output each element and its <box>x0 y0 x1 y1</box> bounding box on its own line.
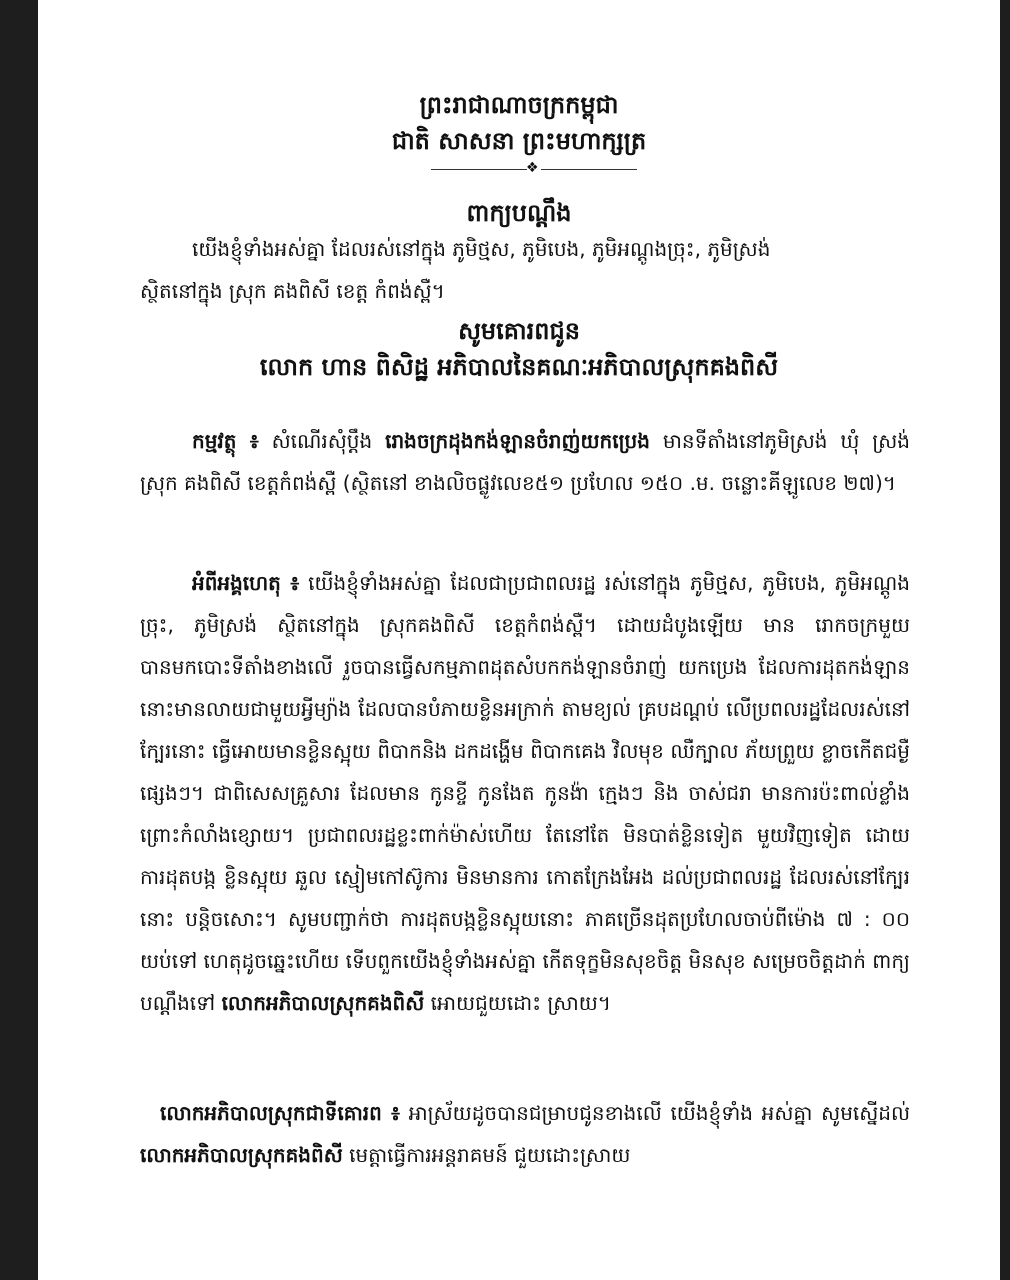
motto-heading: ជាតិ សាសនា ព្រះមហាក្សត្រ <box>391 127 647 155</box>
subject-paragraph <box>140 420 910 504</box>
document-page <box>38 0 1000 1280</box>
request-recipient: លោកអភិបាលស្រុកគងពិសី <box>140 1143 343 1167</box>
ornament-line-left <box>431 169 527 170</box>
subject-rest: មានទីតាំងនៅភូមិស្រង់ ឃុំ ស្រង់ ស្រុក គងពិសី ខេត្តកំពង់ស្ពឺ (ស្ថិតនៅ ខាងលិចផ្លូវលេខ៥១ ប្រហែល ១៥០ .ម. ចន្លោះគីឡូលេខ ២៧)។ <box>140 429 910 495</box>
ornament-line-right <box>541 169 637 170</box>
petition-intro-line-2: ស្ថិតនៅក្នុង ស្រុក គងពិសី ខេត្ត កំពង់ស្ពឺ។ <box>140 279 445 303</box>
request-paragraph <box>140 1092 910 1176</box>
reason-label: អំពីអង្គហេតុ ៖ <box>192 571 300 595</box>
ornament-diamond-icon: ❖ <box>526 160 539 176</box>
subject-highlight: រោងចក្រដុងកង់ឡានចំរាញ់យកប្រេង <box>385 429 650 453</box>
reason-paragraph <box>140 562 910 1024</box>
subject-label: កម្មវត្ថុ ៖ <box>192 429 259 453</box>
respectfully-heading: សូមគោរពជូន <box>458 317 580 345</box>
recipient-name: លោក ហាន ពិសិដ្ឋ អភិបាលនៃគណៈអភិបាលស្រុកគងពិសី <box>259 353 779 381</box>
reason-end: អោយជួយដោះ ស្រាយ។ <box>430 991 611 1015</box>
subject-lead: សំណើរសុំប្តឹង <box>271 429 373 453</box>
petition-intro <box>140 228 910 312</box>
petition-title: ពាក្យបណ្តឹង <box>466 199 572 227</box>
request-text: អាស្រ័យដូចបានជម្រាបជូនខាងលើ យើងខ្ញុំទាំង អស់គ្នា សូមស្នើដល់ <box>408 1101 911 1125</box>
petition-intro-line-1: យើងខ្ញុំទាំងអស់គ្នា ដែលរស់នៅក្នុង ភូមិថ្មស, ភូមិបេង, ភូមិអណ្តូងច្រុះ, ភូមិស្រង់ <box>192 237 771 261</box>
title-ornament <box>38 158 1000 178</box>
reason-text: យើងខ្ញុំទាំងអស់គ្នា ដែលជាប្រជាពលរដ្ឋ រស់នៅក្នុង ភូមិថ្មស, ភូមិបេង, ភូមិអណ្តូងច្រុះ, ភូមិស្រង់ ស្ថិតនៅក្នុង ស្រុកគងពិសី ខេត្តកំពង់ស្ពឺ។ ដោយដំបូងឡើយ មាន រោកចក្រមួយ បានមកបោះទីតាំងខាងលើ រួចបានធ្វើសកម្មភាពដុតសំបកកង់ឡានចំរាញ់ យកប្រេង ដែលការដុតកង់ឡាននោះមានលាយជាមួយអ្វីម្យ៉ាង ដែលបានបំភាយខ្លិនអក្រាក់ តាមខ្យល់ គ្របដណ្តប់ លើប្រពលរដ្ឋដែលរស់នៅក្បែរនោះ ធ្វើអោយមានខ្លិនស្អុយ ពិបាកនិង ដកដង្ហើម ពិបាកគេង វិលមុខ ឈឺក្បាល ភ័យព្រួយ ខ្លាចកើតជម្ងឺផ្សេងៗ។ ជាពិសេសគ្រួសារ ដែលមាន កូនខ្ចី កូនងែត កូនង៉ា ក្មេងៗ និង ចាស់ជរា មានការប៉ះពាល់ខ្លាំងព្រោះកំលាំងខ្សោយ។ ប្រជាពលរដ្ឋខ្លះពាក់ម៉ាស់ហើយ តែនៅតែ មិនបាត់ខ្លិនទៀត មួយវិញទៀត ដោយការដុតបង្ក ខ្លិនស្អុយ ឆួល ស្មៀមកៅស៊ូការ មិនមានការ កោតក្រែងអែង ដល់ប្រជាពលរដ្ឋ ដែលរស់នៅក្បែរ នោះ បន្តិចសោះ។ សូមបញ្ជាក់ថា ការដុតបង្កខ្លិនស្អុយនោះ ភាគច្រើនដុតប្រហែលចាប់ពីម៉ោង ៧ : ០០ យប់ទៅ ហេតុដូចឆ្នេះហើយ ទើបពួកយើងខ្ញុំទាំងអស់គ្នា កើតទុក្ខមិនសុខចិត្ត មិនសុខ សម្រេចចិត្តដាក់ ពាក្យបណ្តឹងទៅ <box>140 571 910 1015</box>
kingdom-heading: ព្រះរាជាណាចក្រកម្ពុជា <box>419 91 619 119</box>
request-end: មេត្តាធ្វើការអន្តរាគមន៍ ជួយដោះស្រាយ <box>349 1143 631 1167</box>
request-label: លោកអភិបាលស្រុកជាទីគោរព ៖ <box>160 1101 400 1125</box>
reason-recipient: លោកអភិបាលស្រុកគងពិសី <box>221 991 425 1015</box>
